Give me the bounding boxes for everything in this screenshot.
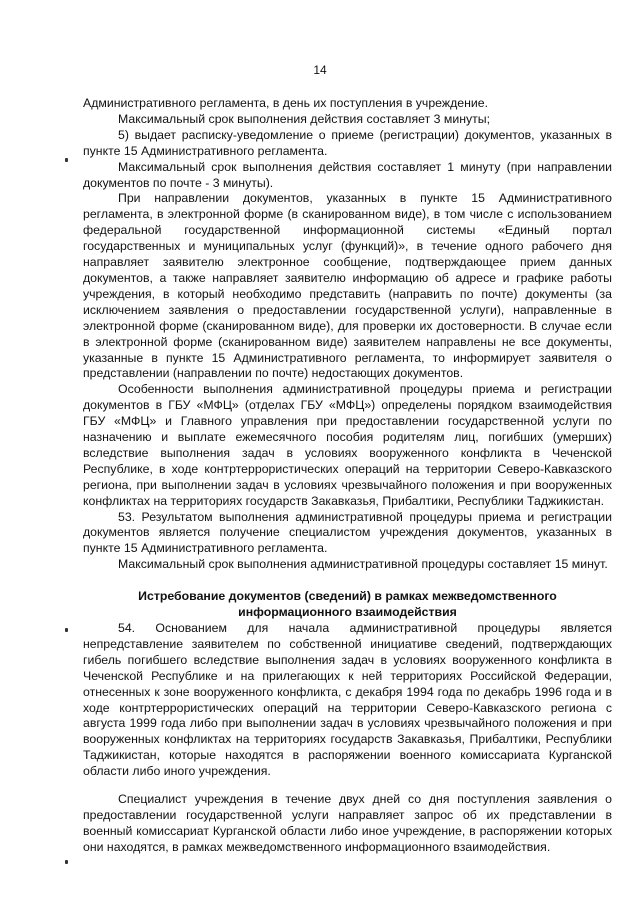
paragraph: Административного регламента, в день их поступления в учреждение. [83, 96, 489, 110]
paragraph: Максимальный срок выполнения действия составляет 3 минуты; [118, 111, 491, 126]
paragraph: Особенности выполнения административной процедуры приема и регистрации документов в ГБУ «МФЦ» (отделах ГБУ «МФЦ») определены порядком взаимодействия ГБУ «МФЦ» и Главного управления при предоставлении государственной услуги по назначению и выплате ежемесячного пособия родителям лиц, погибших (умерших) вследствие выполнения задач в условиях вооруженного конфликта в Чеченской Республике, в ходе контртеррористических операций на территории Северо-Кавказского региона, при выполнении задач в условиях чрезвычайного положения и при вооруженных конфликтах на территориях государств Закавказья, Прибалтики, Республики Таджикистан. [83, 382, 612, 508]
paragraph: 53. Результатом выполнения административной процедуры приема и регистрации документов является получение специалистом учреждения документов, указанных в пункте 15 Административного регламента. [83, 509, 612, 556]
section-heading [83, 589, 612, 621]
paragraph: При направлении документов, указанных в пункте 15 Административного регламента, в электронной форме (в сканированном виде), в том числе с использованием федеральной государственной информационной системы «Единый портал государственных и муниципальных услуг (функций)», в течение одного рабочего дня направляет заявителю электронное сообщение, подтверждающее прием данных документов, а также направляет заявителю информацию об адресе и графике работы учреждения, в который необходимо представить (направить по почте) документы (за исключением заявления о предоставлении государственной услуги), направленные в электронной форме (сканированном виде), для проверки их достоверности. В случае если в электронной форме (сканированном виде) заявителем направлены не все документы, указанные в пункте 15 Административного регламента, то информирует заявителя о представлении (направлении по почте) недостающих документов. [83, 191, 612, 381]
paragraph: 54. Основанием для начала административной процедуры является непредставление заявителем по собственной инициативе сведений, подтверждающих гибель погибшего вследствие выполнения задач в условиях вооруженного конфликта в Чеченской Республике и на прилегающих к ней территориях Российской Федерации, отнесенных к зоне вооруженного конфликта, с декабря 1994 года по декабрь 1996 года и в ходе контртеррористических операций на территории Северо-Кавказского региона с августа 1999 года либо при выполнении задач в условиях чрезвычайного положения и при вооруженных конфликтах на территориях государств Закавказья, Прибалтики, Республики Таджикистан, которые находятся в распоряжении военного комиссариата Курганской области либо иного учреждения. [83, 621, 612, 779]
page-number: 14 [313, 63, 327, 77]
margin-mark [65, 628, 68, 632]
paragraph: Специалист учреждения в течение двух дней со дня поступления заявления о предоставлении государственной услуги направляет запрос об их представлении в военный комиссариат Курганской области либо иное учреждение, в распоряжении которых они находятся, в рамках межведомственного информационного взаимодействия. [83, 792, 612, 854]
paragraph: Максимальный срок выполнения действия составляет 1 минуту (при направлении документов по почте - 3 минуты). [83, 159, 612, 190]
margin-mark [65, 158, 68, 162]
paragraph: 5) выдает расписку-уведомление о приеме (регистрации) документов, указанных в пункте 15 Административного регламента. [83, 127, 612, 158]
document-body [83, 96, 612, 856]
section-heading-line: Истребование документов (сведений) в рамках межведомственного [138, 589, 557, 604]
paragraph: Максимальный срок выполнения административной процедуры составляет 15 минут. [118, 557, 608, 572]
section-heading-line: информационного взаимодействия [238, 605, 457, 620]
margin-mark [65, 860, 68, 864]
